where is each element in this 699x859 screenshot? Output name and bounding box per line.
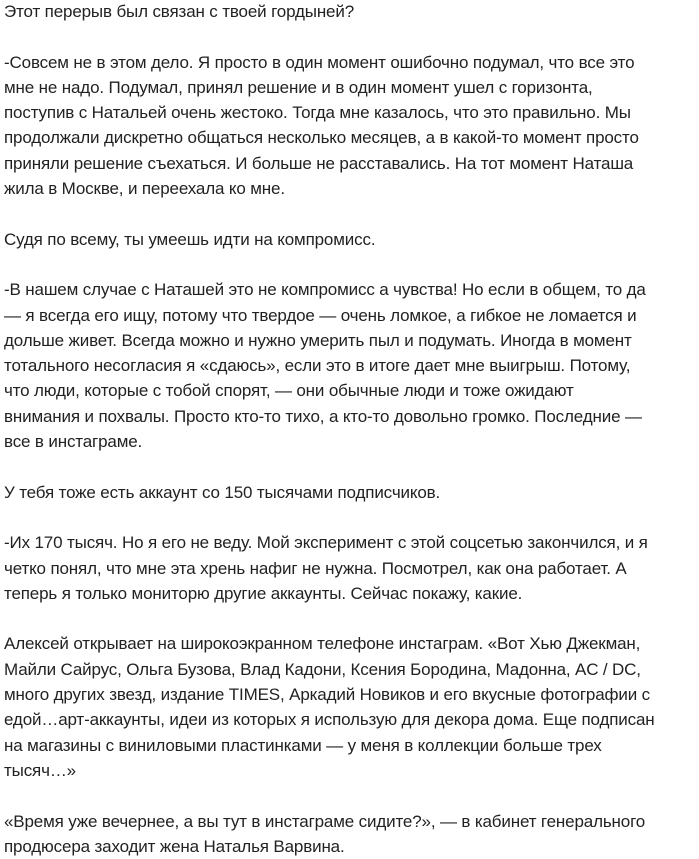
- text-line: Алексей открывает на широкоэкранном телефоне инстаграм. «Вот Хью Джекман,: [4, 631, 699, 656]
- text-line: четко понял, что мне эта хрень нафиг не нужна. Посмотрел, как она работает. А: [4, 556, 699, 581]
- question-paragraph: [4, 227, 699, 252]
- text-line: приняли решение съехаться. И больше не расставались. На тот момент Наташа: [4, 151, 699, 176]
- text-line: много других звезд, издание TIMES, Аркадий Новиков и его вкусные фотографии с: [4, 682, 699, 707]
- text-line: внимания и похвалы. Просто кто-то тихо, а кто-то довольно громко. Последние —: [4, 404, 699, 429]
- text-line: дольше живет. Всегда можно и нужно умерить пыл и подумать. Иногда в момент: [4, 328, 699, 353]
- text-line: тысяч…»: [4, 758, 699, 783]
- text-line: на магазины с виниловыми пластинками — у меня в коллекции больше трех: [4, 733, 699, 758]
- text-line: все в инстаграме.: [4, 429, 699, 454]
- answer-paragraph: [4, 50, 699, 202]
- text-line: что люди, которые с тобой спорят, — они обычные люди и тоже ожидают: [4, 378, 699, 403]
- text-line: едой…арт-аккаунты, идеи из которых я использую для декора дома. Еще подписан: [4, 707, 699, 732]
- text-line: тотального несогласия я «сдаюсь», если это в итоге дает мне выигрыш. Потому,: [4, 353, 699, 378]
- text-line: -Их 170 тысяч. Но я его не веду. Мой эксперимент с этой соцсетью закончился, и я: [4, 530, 699, 555]
- text-line: — я всегда его ищу, потому что твердое — очень ломкое, а гибкое не ломается и: [4, 303, 699, 328]
- text-line: Этот перерыв был связан с твоей гордыней?: [4, 0, 699, 24]
- text-line: Майли Сайрус, Ольга Бузова, Влад Кадони, Ксения Бородина, Мадонна, AC / DC,: [4, 657, 699, 682]
- text-line: жила в Москве, и переехала ко мне.: [4, 176, 699, 201]
- text-line: -В нашем случае с Наташей это не компромисс а чувства! Но если в общем, то да: [4, 277, 699, 302]
- answer-paragraph: [4, 530, 699, 606]
- text-line: Судя по всему, ты умеешь идти на компромисс.: [4, 227, 699, 252]
- answer-paragraph: [4, 277, 699, 454]
- text-line: -Совсем не в этом дело. Я просто в один момент ошибочно подумал, что все это: [4, 50, 699, 75]
- narrative-paragraph: [4, 631, 699, 783]
- text-line: мне не надо. Подумал, принял решение и в один момент ушел с горизонта,: [4, 75, 699, 100]
- text-line: У тебя тоже есть аккаунт со 150 тысячами подписчиков.: [4, 480, 699, 505]
- narrative-paragraph: [4, 809, 699, 859]
- text-line: теперь я только мониторю другие аккаунты. Сейчас покажу, какие.: [4, 581, 699, 606]
- question-paragraph: [4, 0, 699, 24]
- question-paragraph: [4, 480, 699, 505]
- text-line: поступив с Натальей очень жестоко. Тогда мне казалось, что это правильно. Мы: [4, 100, 699, 125]
- text-line: «Время уже вечернее, а вы тут в инстаграме сидите?», — в кабинет генерального: [4, 809, 699, 834]
- text-line: продюсера заходит жена Наталья Варвина.: [4, 834, 699, 859]
- text-line: продолжали дискретно общаться несколько месяцев, а в какой-то момент просто: [4, 125, 699, 150]
